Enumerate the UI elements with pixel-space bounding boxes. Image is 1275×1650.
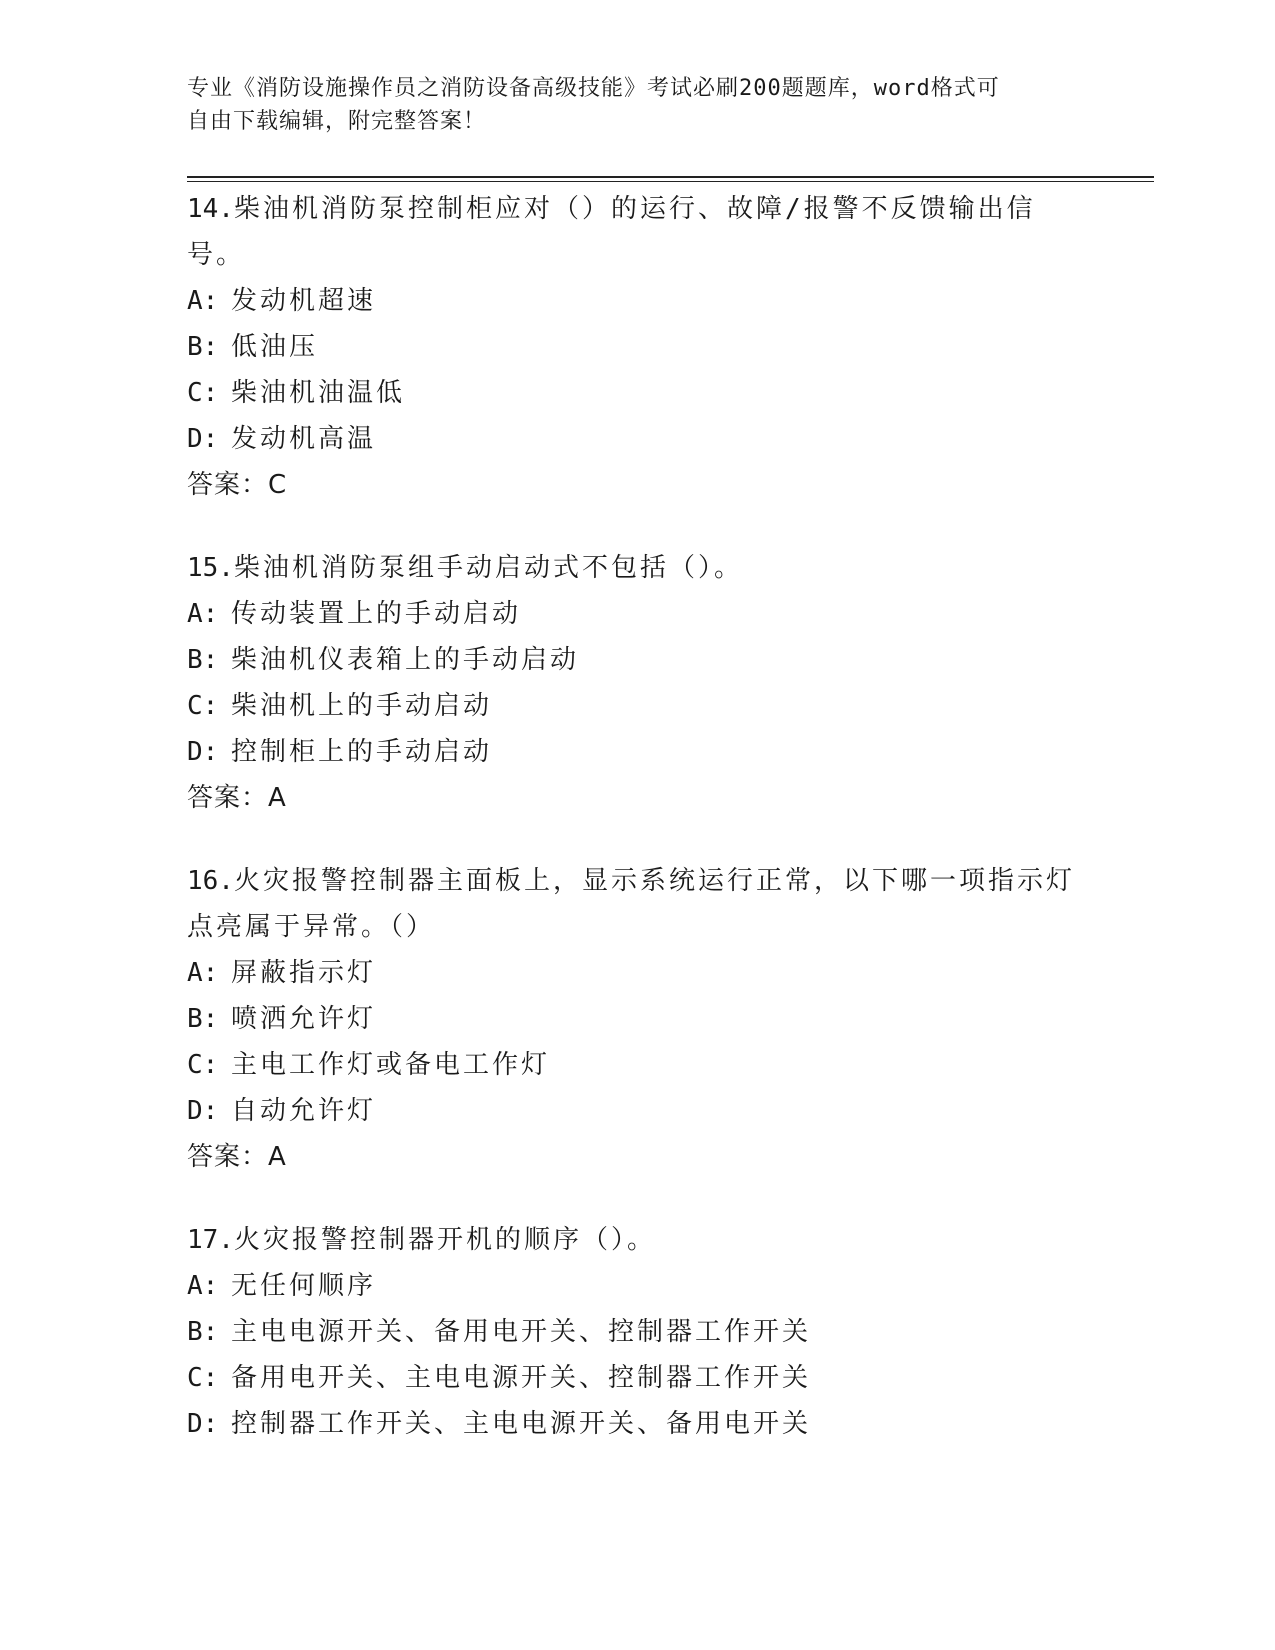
option-text: 主电电源开关、备用电开关、控制器工作开关 [231, 1317, 812, 1347]
option-text: 备用电开关、主电电源开关、控制器工作开关 [231, 1363, 812, 1393]
option-letter: C: [187, 691, 219, 721]
question-text: 火灾报警控制器开机的顺序（）。 [233, 1225, 656, 1255]
question-number: 17. [187, 1225, 234, 1255]
answer-line: 答案：A [187, 783, 287, 813]
option-a [187, 591, 1087, 637]
document-header [187, 72, 1067, 138]
question-stem [187, 545, 1087, 591]
option-letter: A: [187, 958, 219, 988]
option-letter: D: [187, 1409, 219, 1439]
option-text: 发动机超速 [231, 286, 377, 316]
question-stem [187, 858, 1087, 950]
option-text: 喷洒允许灯 [231, 1004, 377, 1034]
option-letter: B: [187, 1317, 219, 1347]
question-stem [187, 1217, 1087, 1263]
option-letter: C: [187, 1363, 219, 1393]
question-stem [187, 186, 1087, 278]
option-d [187, 1401, 1087, 1447]
option-letter: B: [187, 1004, 219, 1034]
question-text: 柴油机消防泵组手动启动式不包括（）。 [233, 553, 743, 583]
option-d [187, 416, 1087, 462]
option-d [187, 729, 1087, 775]
question-number: 14. [187, 194, 234, 224]
option-b [187, 1309, 1087, 1355]
option-letter: A: [187, 286, 219, 316]
question-number: 15. [187, 553, 234, 583]
header-line-1: 专业《消防设施操作员之消防设备高级技能》考试必刷200题题库，word格式可 [187, 76, 1000, 101]
option-text: 控制柜上的手动启动 [231, 737, 493, 767]
option-letter: A: [187, 599, 219, 629]
option-text: 传动装置上的手动启动 [231, 599, 522, 629]
question-text: 柴油机消防泵控制柜应对（）的运行、故障/报警不反馈输出信号。 [187, 194, 1036, 270]
option-letter: A: [187, 1271, 219, 1301]
option-d [187, 1088, 1087, 1134]
option-letter: B: [187, 332, 219, 362]
option-text: 柴油机仪表箱上的手动启动 [231, 645, 580, 675]
answer-line: 答案：C [187, 470, 288, 500]
option-text: 屏蔽指示灯 [231, 958, 377, 988]
header-line-2: 自由下载编辑，附完整答案！ [187, 109, 487, 134]
header-divider-thin [187, 181, 1154, 182]
option-a [187, 950, 1087, 996]
option-text: 自动允许灯 [231, 1096, 377, 1126]
option-c [187, 1042, 1087, 1088]
option-text: 无任何顺序 [231, 1271, 377, 1301]
option-letter: D: [187, 424, 219, 454]
option-c [187, 683, 1087, 729]
option-letter: D: [187, 737, 219, 767]
option-letter: C: [187, 1050, 219, 1080]
option-letter: C: [187, 378, 219, 408]
option-letter: B: [187, 645, 219, 675]
option-b [187, 324, 1087, 370]
option-c [187, 370, 1087, 416]
option-a [187, 1263, 1087, 1309]
question-item [187, 1217, 1087, 1447]
option-c [187, 1355, 1087, 1401]
header-divider-thick [187, 176, 1154, 178]
option-text: 柴油机上的手动启动 [231, 691, 493, 721]
question-number: 16. [187, 866, 234, 896]
question-text: 火灾报警控制器主面板上，显示系统运行正常，以下哪一项指示灯点亮属于异常。（） [187, 866, 1075, 942]
question-item [187, 858, 1087, 1180]
question-item [187, 186, 1087, 508]
option-a [187, 278, 1087, 324]
option-text: 主电工作灯或备电工作灯 [231, 1050, 551, 1080]
option-b [187, 637, 1087, 683]
option-text: 柴油机油温低 [231, 378, 406, 408]
option-text: 低油压 [231, 332, 319, 362]
answer-line: 答案：A [187, 1142, 287, 1172]
option-b [187, 996, 1087, 1042]
option-text: 发动机高温 [231, 424, 377, 454]
question-list [187, 186, 1087, 1484]
option-letter: D: [187, 1096, 219, 1126]
question-item [187, 545, 1087, 821]
option-text: 控制器工作开关、主电电源开关、备用电开关 [231, 1409, 812, 1439]
